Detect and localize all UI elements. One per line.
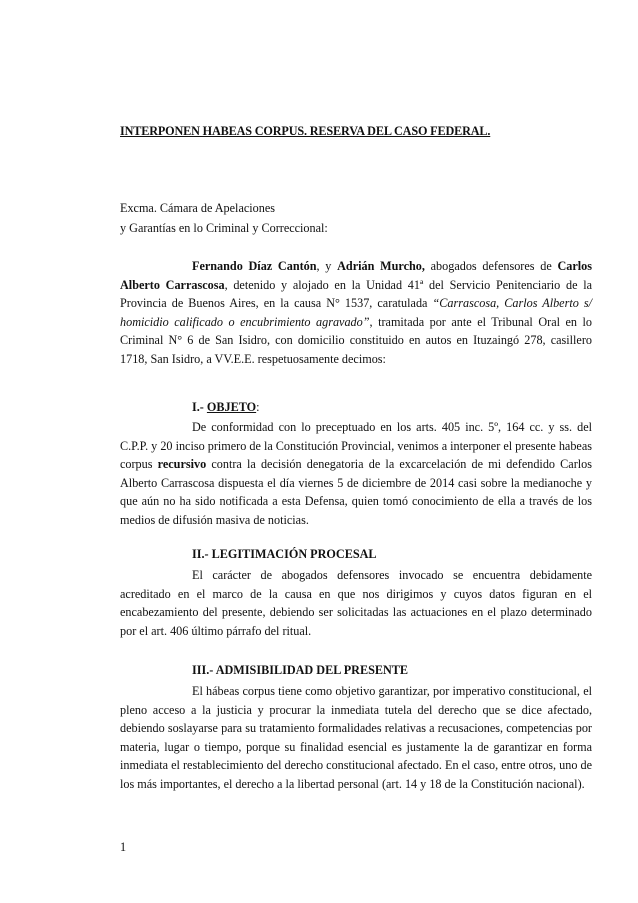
section-1-bold: recursivo xyxy=(157,457,207,472)
lawyer-name-2: Adrián Murcho, xyxy=(337,259,425,273)
document-page xyxy=(120,0,592,903)
section-1-heading xyxy=(192,398,260,417)
page-number: 1 xyxy=(120,840,127,854)
intro-text-3: , tramitada por ante el Tribunal Oral en lo Criminal N° 6 de San Isidro, con domicilio constituido en autos en Ituzaingó 278, casillero 1718, San Isidro, a VV.E.E. respetuosamente decimos: xyxy=(120,314,592,366)
lawyer-name-1: Fernando Díaz Cantón xyxy=(192,259,317,273)
intro-text-1: abogados defensores de xyxy=(424,259,558,273)
section-2-heading: II.- LEGITIMACIÓN PROCESAL xyxy=(192,547,377,561)
intro-text-2: , detenido y alojado en la Unidad 41ª del Servicio Penitenciario de la Provincia de Buenos Aires, en la causa N° 1537, caratulada xyxy=(120,277,593,311)
addressee-line-1: Excma. Cámara de Apelaciones xyxy=(120,201,275,215)
section-1-title: OBJETO xyxy=(206,400,257,414)
section-3-paragraph: El hábeas corpus tiene como objetivo garantizar, por imperativo constitucional, el pleno acceso a la justicia y procurar la inmediata tutela del derecho que se dice afectado, debiendo soslayarse para su tratamiento formalidades relativas a recusaciones, competencias por materia, lugar o tiempo, porque su finalidad esencial es justamente la de garantizar en forma inmediata el restablecimiento del derecho constitucional afectado. En el caso, entre otros, uno de los más importantes, el derecho a la libertad personal (art. 14 y 18 de la Constitución nacional). xyxy=(120,684,592,791)
document-title: INTERPONEN HABEAS CORPUS. RESERVA DEL CASO FEDERAL. xyxy=(120,124,491,138)
addressee xyxy=(120,198,328,238)
case-caption: “Carrascosa, Carlos Alberto s/ homicidio calificado o encubrimiento agravado” xyxy=(120,296,592,329)
section-1-suffix: : xyxy=(256,400,260,414)
section-1-prefix: I.- xyxy=(192,400,207,414)
section-3-heading: III.- ADMISIBILIDAD DEL PRESENTE xyxy=(192,663,409,677)
section-1-text-2: contra la decisión denegatoria de la excarcelación de mi defendido Carlos Alberto Carrascosa dispuesta el día viernes 5 de diciembre de 2014 casi sobre la medianoche y que aún no ha sido notificada a esta Defensa, quien tomó conocimiento de ella a través de los medios de difusión masiva de noticias. xyxy=(120,457,592,527)
client-name: Carlos Alberto Carrascosa xyxy=(120,259,592,292)
addressee-line-2: y Garantías en lo Criminal y Correccional: xyxy=(120,221,328,235)
section-1-paragraph xyxy=(120,418,592,530)
section-1-text-1: De conformidad con lo preceptuado en los arts. 405 inc. 5º, 164 cc. y ss. del C.P.P. y 20 inciso primero de la Constitución Provincial, venimos a interponer el presente habeas corpus xyxy=(120,420,592,472)
intro-paragraph xyxy=(120,257,592,369)
intro-connector: , y xyxy=(316,259,338,273)
section-2-paragraph: El carácter de abogados defensores invocado se encuentra debidamente acreditado en el marco de la causa en que nos dirigimos y cuyos datos figuran en el encabezamiento del presente, debiendo ser solicitadas las actuaciones en el plazo determinado por el art. 406 último párrafo del ritual. xyxy=(120,568,592,638)
